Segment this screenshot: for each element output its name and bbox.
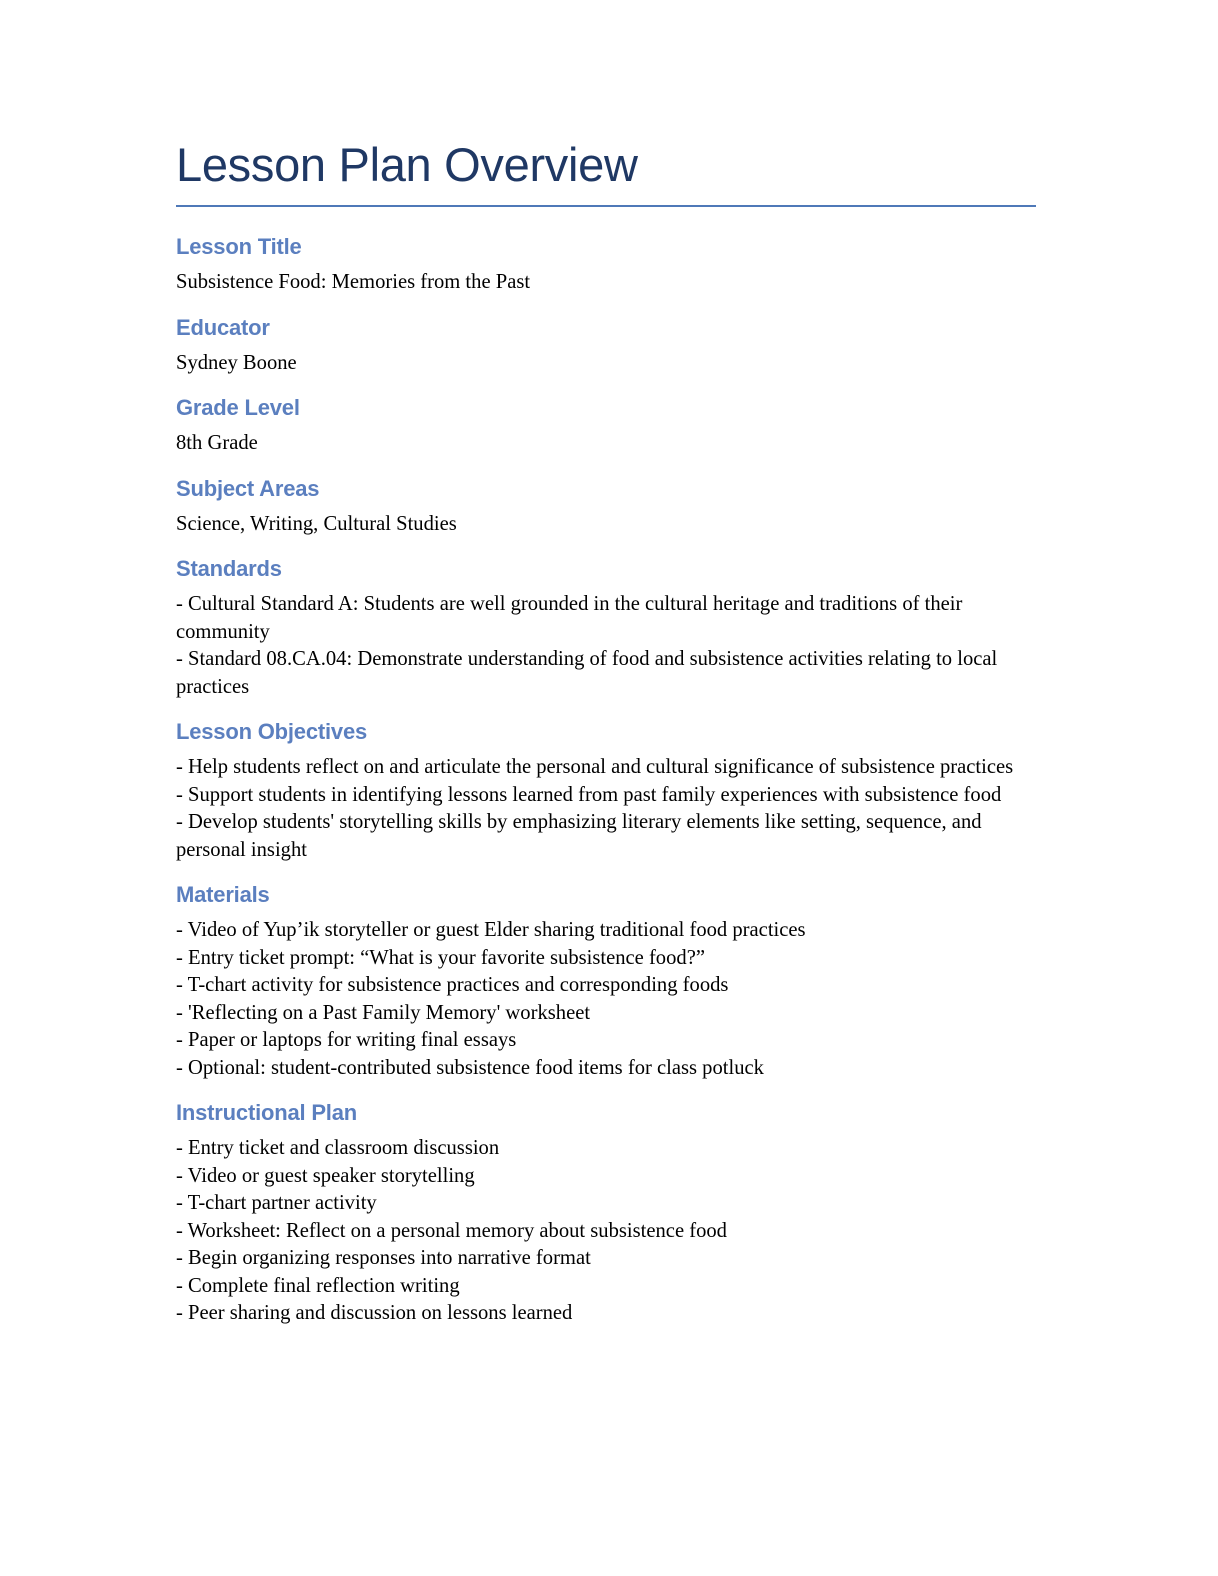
section-heading: Lesson Title [176, 234, 302, 259]
section-instructional-plan [176, 1099, 1036, 1328]
section-heading: Educator [176, 314, 270, 340]
section-body [176, 350, 1036, 378]
section-body [176, 917, 1036, 1082]
section-line: - 'Reflecting on a Past Family Memory' worksheet [176, 1001, 591, 1024]
section-line: Sydney Boone [176, 351, 297, 374]
section-educator [176, 314, 1036, 378]
section-heading: Lesson Objectives [176, 719, 368, 744]
section-line: - Worksheet: Reflect on a personal memory about subsistence food [176, 1219, 727, 1242]
section-heading: Instructional Plan [176, 1100, 357, 1125]
section-line: - Video or guest speaker storytelling [176, 1164, 475, 1187]
section-line: - Help students reflect on and articulate the personal and cultural significance of subsistence practices [176, 756, 1014, 778]
section-line: - Standard 08.CA.04: Demonstrate understanding of food and subsistence activities relating to local practices [176, 648, 998, 698]
section-line: 8th Grade [176, 432, 258, 454]
section-line: - Video of Yup’ik storyteller or guest Elder sharing traditional food practices [176, 919, 806, 941]
section-line: - Peer sharing and discussion on lessons learned [176, 1302, 573, 1324]
section-line: - T-chart activity for subsistence practices and corresponding foods [176, 974, 729, 996]
section-heading: Materials [176, 882, 270, 907]
section-lesson-objectives [176, 718, 1036, 864]
section-body [176, 591, 1036, 701]
section-grade-level [176, 394, 1036, 458]
section-line: - Paper or laptops for writing final essays [176, 1029, 517, 1051]
section-heading: Subject Areas [176, 475, 320, 501]
section-line: - Support students in identifying lessons learned from past family experiences with subsistence food [176, 783, 1002, 806]
section-line: - Cultural Standard A: Students are well grounded in the cultural heritage and traditions of their community [176, 593, 963, 643]
section-standards [176, 555, 1036, 701]
section-body [176, 1135, 1036, 1328]
section-line: - Optional: student-contributed subsistence food items for class potluck [176, 1056, 764, 1079]
section-line: Subsistence Food: Memories from the Past [176, 271, 531, 293]
section-line: - Begin organizing responses into narrative format [176, 1247, 591, 1269]
section-line: - T-chart partner activity [176, 1192, 377, 1214]
section-line: - Entry ticket prompt: “What is your favorite subsistence food?” [176, 946, 705, 969]
section-heading: Standards [176, 556, 282, 581]
section-body [176, 430, 1036, 458]
section-line: - Complete final reflection writing [176, 1274, 460, 1297]
section-subject-areas [176, 475, 1036, 539]
section-line: - Entry ticket and classroom discussion [176, 1137, 500, 1159]
section-body [176, 269, 1036, 297]
section-line: - Develop students' storytelling skills by emphasizing literary elements like setting, sequence, and personal insight [176, 811, 982, 861]
section-heading: Grade Level [176, 395, 300, 420]
section-lesson-title [176, 233, 1036, 297]
section-body [176, 511, 1036, 539]
section-body [176, 754, 1036, 864]
section-line: Science, Writing, Cultural Studies [176, 512, 457, 535]
title-divider [176, 205, 1036, 207]
document-page [176, 132, 1036, 1345]
sections-container [176, 233, 1036, 1328]
section-materials [176, 881, 1036, 1082]
page-title: Lesson Plan Overview [176, 138, 638, 191]
